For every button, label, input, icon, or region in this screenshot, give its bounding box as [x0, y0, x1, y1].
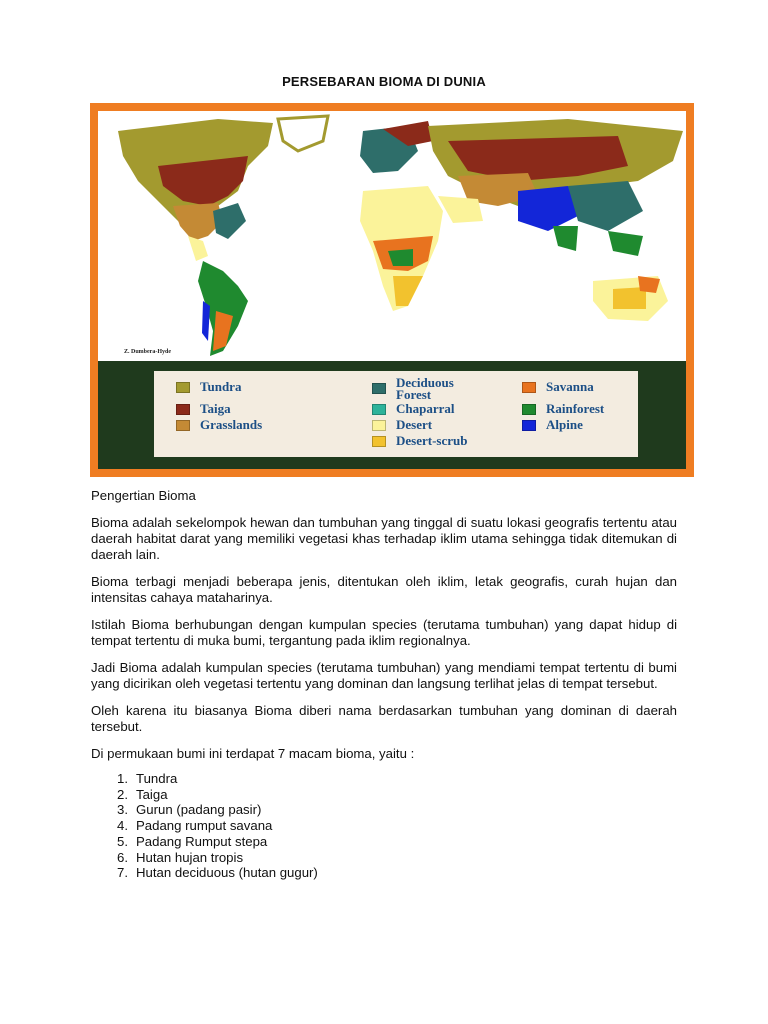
legend-alpine: Alpine	[522, 419, 583, 431]
section-heading: Pengertian Bioma	[91, 488, 196, 503]
paragraph-naming: Oleh karena itu biasanya Bioma diberi nama berdasarkan tumbuhan yang dominan di daerah tersebut.	[91, 703, 677, 734]
world-map-illustration	[98, 111, 686, 361]
list-item: 4. Padang rumput savana	[117, 818, 273, 834]
legend-chaparral: Chaparral	[372, 403, 455, 415]
taiga-swatch	[176, 404, 190, 415]
legend-savanna: Savanna	[522, 381, 594, 393]
list-item: 3. Gurun (padang pasir)	[117, 802, 262, 818]
legend-taiga: Taiga	[176, 403, 231, 415]
legend-desert-scrub: Desert-scrub	[372, 435, 467, 447]
paragraph-list-intro: Di permukaan bumi ini terdapat 7 macam bioma, yaitu :	[91, 746, 415, 761]
savanna-swatch	[522, 382, 536, 393]
map-legend	[154, 371, 638, 457]
legend-deciduous-forest: Deciduous Forest	[372, 377, 492, 401]
legend-rainforest: Rainforest	[522, 403, 604, 415]
rainforest-swatch	[522, 404, 536, 415]
paragraph-definition: Bioma adalah sekelompok hewan dan tumbuhan yang tinggal di suatu lokasi geografis tertentu atau daerah habitat darat yang memiliki vegetasi khas terhadap iklim utama sehingga tidak ditemukan di daerah lain.	[91, 515, 677, 562]
bioma-list	[91, 771, 677, 881]
deciduous-swatch	[372, 383, 386, 394]
list-item: 6. Hutan hujan tropis	[117, 849, 244, 865]
paragraph-summary: Jadi Bioma adalah kumpulan species (terutama tumbuhan) yang mendiami tempat tertentu di bumi yang dicirikan oleh vegetasi tertentu yang dominan dan langsung terlihat jelas di tempat tersebut.	[91, 660, 677, 691]
map-credit: Z. Dumbera-Hyde	[124, 349, 171, 355]
page-title: PERSEBARAN BIOMA DI DUNIA	[282, 74, 486, 89]
paragraph-types: Bioma terbagi menjadi beberapa jenis, ditentukan oleh iklim, letak geografis, curah hujan dan intensitas cahaya mataharinya.	[91, 574, 677, 605]
list-item: 7. Hutan deciduous (hutan gugur)	[117, 865, 318, 881]
desert-swatch	[372, 420, 386, 431]
legend-tundra: Tundra	[176, 381, 241, 393]
list-item: 5. Padang Rumput stepa	[117, 833, 268, 849]
chaparral-swatch	[372, 404, 386, 415]
list-item: 2. Taiga	[117, 786, 168, 802]
grasslands-swatch	[176, 420, 190, 431]
article-body	[91, 488, 677, 881]
biome-map-figure	[90, 103, 694, 477]
paragraph-term: Istilah Bioma berhubungan dengan kumpulan species (terutama tumbuhan) yang dapat hidup di tempat tertentu di muka bumi, tergantung pada iklim regionalnya.	[91, 617, 677, 648]
legend-desert: Desert	[372, 419, 432, 431]
biome-map	[98, 111, 686, 469]
legend-band	[98, 361, 686, 469]
tundra-swatch	[176, 382, 190, 393]
legend-grasslands: Grasslands	[176, 419, 262, 431]
desert-scrub-swatch	[372, 436, 386, 447]
alpine-swatch	[522, 420, 536, 431]
list-item: 1. Tundra	[117, 771, 178, 786]
